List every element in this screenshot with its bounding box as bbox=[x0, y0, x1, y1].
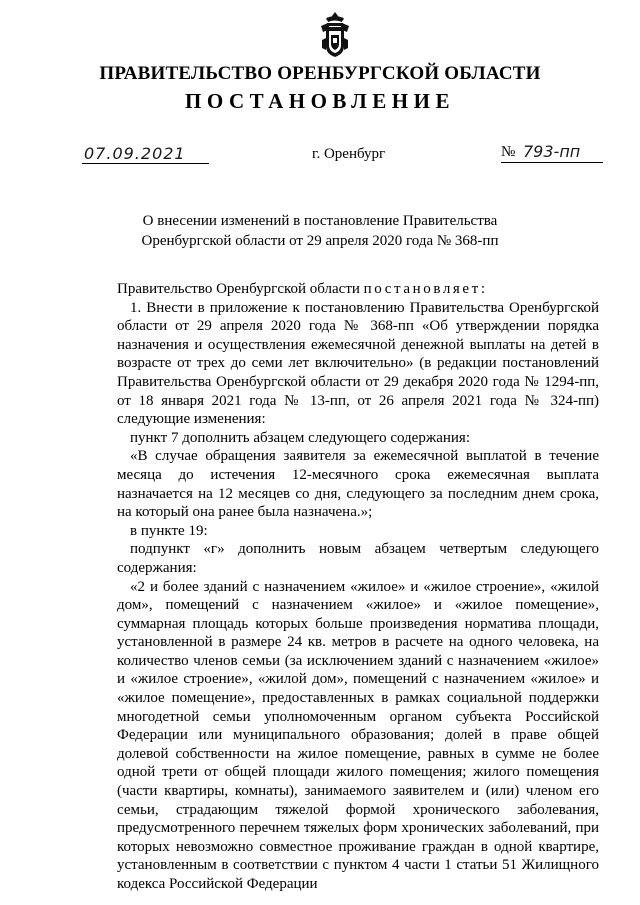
intro-prefix: Правительство Оренбургской области bbox=[117, 281, 360, 297]
subject-line-2: Оренбургской области от 29 апреля 2020 года № 368-пп bbox=[141, 233, 499, 249]
number-sign: № bbox=[501, 144, 516, 160]
document-city: г. Оренбург bbox=[312, 146, 386, 162]
document-body bbox=[117, 280, 599, 894]
document-type: ПОСТАНОВЛЕНИЕ bbox=[185, 89, 455, 113]
paragraph-3: «В случае обращения заявителя за ежемесячной выплатой в течение месяца до истечения 12-месячного срока ежемесячная выплата назначается на 12 месяцев со дня, следующего за последним днем срока, на который она ранее была назначена.»; bbox=[117, 448, 599, 521]
intro-paragraph bbox=[117, 280, 599, 299]
intro-verb: постановляет: bbox=[363, 281, 488, 297]
paragraph-1: 1. Внести в приложение к постановлению Правительства Оренбургской области от 29 апреля 2020 года № 368-пп «Об утверждении порядка назначения и осуществления ежемесячной денежной выплаты на детей в возрасте от трех до семи лет включительно» (в редакции постановлений Правительства Оренбургской области от 29 декабря 2020 года № 1294-пп, от 18 января 2021 года № 13-пп, от 26 апреля 2021 года № 324-пп) следующие изменения: bbox=[117, 299, 599, 428]
document-number bbox=[501, 142, 603, 163]
coat-of-arms-icon bbox=[318, 10, 352, 60]
paragraph-4: в пункте 19: bbox=[130, 522, 208, 539]
subject-line-1: О внесении изменений в постановление Правительства bbox=[142, 213, 498, 229]
paragraph-5: подпункт «г» дополнить новым абзацем четвертым следующего содержания: bbox=[117, 541, 599, 576]
number-value: 793-пп bbox=[523, 142, 581, 161]
document-subject bbox=[0, 211, 640, 251]
government-title: ПРАВИТЕЛЬСТВО ОРЕНБУРГСКОЙ ОБЛАСТИ bbox=[99, 63, 541, 84]
document-date: 07.09.2021 bbox=[82, 144, 209, 164]
paragraph-2: пункт 7 дополнить абзацем следующего содержания: bbox=[130, 429, 470, 446]
paragraph-6: «2 и более зданий с назначением «жилое» и «жилое строение», «жилой дом», помещений с назначением «жилое» и «жилое помещение», суммарная площадь которых больше произведения норматива площади, установленной в размере 24 кв. метров в расчете на одного человека, на количество членов семьи (за исключением зданий с назначением «жилое» и «жилое строение», «жилой дом», помещений с назначением «жилое» и «жилое помещение», предоставленных в рамках социальной поддержки многодетной семьи уполномоченным органом субъекта Российской Федерации или муниципального образования; долей в праве общей долевой собственности на жилое помещение, равных в сумме не более одной трети от общей площади жилого помещения; жилого помещения (части квартиры, комнаты), занимаемого заявителем и (или) членом его семьи, страдающим тяжелой формой хронического заболевания, предусмотренного перечнем тяжелых форм хронических заболеваний, при которых невозможно совместное проживание граждан в одной квартире, установленным в соответствии с пунктом 4 части 1 статьи 51 Жилищного кодекса Российской Федерации bbox=[117, 578, 599, 892]
